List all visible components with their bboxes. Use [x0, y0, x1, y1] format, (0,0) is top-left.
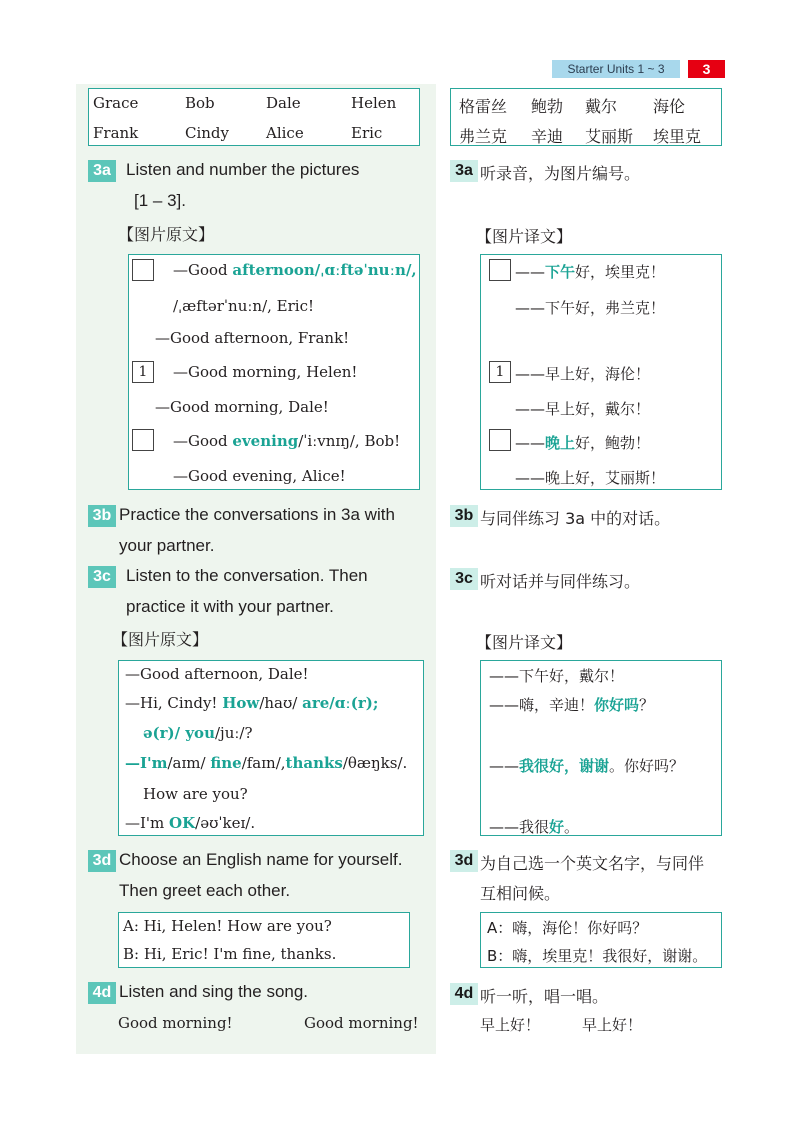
section-badge-3b: 3b	[88, 505, 116, 527]
instruction-3a-line1: Listen and number the pictures	[126, 160, 360, 179]
section-badge-3c: 3c	[88, 566, 116, 588]
instruction-3c-line2: practice it with your partner.	[126, 597, 334, 616]
chinese-names-box	[450, 88, 722, 146]
name: Bob	[185, 94, 215, 112]
instruction-3d-cn-line1: 为自己选一个英文名字，与同伴	[480, 854, 705, 873]
section-badge-3a: 3a	[88, 160, 116, 182]
name: Eric	[351, 124, 383, 142]
dialogue-line: ——下午好，埃里克！	[515, 263, 666, 281]
dialogue-line: How are you?	[143, 785, 248, 803]
english-names-box	[88, 88, 420, 146]
instruction-3b-line1: Practice the conversations in 3a with	[119, 505, 395, 524]
dialogue-line: /ˌæftərˈnuːn/, Eric!	[173, 297, 314, 315]
instruction-4d-cn: 听一听，唱一唱。	[480, 987, 609, 1006]
dialogue-box-3a-cn	[480, 254, 722, 490]
dialogue-line: B：嗨，埃里克！我很好，谢谢。	[487, 947, 708, 965]
label-picture-translation: 【图片译文】	[476, 227, 573, 246]
dialogue-line: ——嗨，辛迪！你好吗？	[489, 696, 655, 714]
label-picture-original: 【图片原文】	[112, 630, 209, 649]
unit-label: Starter Units 1 ~ 3	[552, 60, 680, 78]
dialogue-line: ——我很好，谢谢。你好吗？	[489, 757, 685, 775]
dialogue-box-3a-en	[128, 254, 420, 490]
song-line: Good morning!	[304, 1014, 419, 1032]
dialogue-line: —Good afternoon, Frank!	[155, 329, 350, 347]
name: 海伦	[653, 97, 686, 116]
instruction-3a-cn: 听录音，为图片编号。	[480, 164, 641, 183]
section-badge-3d: 3d	[88, 850, 116, 872]
name: Helen	[351, 94, 397, 112]
dialogue-line: ——下午好，戴尔！	[489, 667, 625, 685]
song-line: 早上好！	[582, 1016, 643, 1034]
instruction-3d-line1: Choose an English name for yourself.	[119, 850, 403, 869]
name: Frank	[93, 124, 139, 142]
answer-box-3[interactable]	[132, 429, 154, 451]
answer-box-1[interactable]	[132, 259, 154, 281]
section-badge-3c-cn: 3c	[450, 568, 478, 590]
greeting-box-cn	[480, 912, 722, 968]
dialogue-line: ——早上好，海伦！	[515, 365, 651, 383]
dialogue-line: —Good evening/ˈiːvnɪŋ/, Bob!	[173, 432, 401, 450]
greeting-box-en	[118, 912, 410, 968]
label-picture-translation: 【图片译文】	[476, 633, 573, 652]
section-badge-3b-cn: 3b	[450, 505, 478, 527]
dialogue-line: —Good afternoon, Dale!	[125, 665, 309, 683]
dialogue-box-3c-en	[118, 660, 424, 836]
name: Grace	[93, 94, 139, 112]
dialogue-line: ——下午好，弗兰克！	[515, 299, 666, 317]
dialogue-line: —I'm/aɪm/ fine/faɪn/,thanks/θæŋks/.	[125, 754, 408, 772]
dialogue-line: —Good evening, Alice!	[173, 467, 346, 485]
name: 辛迪	[531, 127, 564, 146]
instruction-4d: Listen and sing the song.	[119, 982, 309, 1001]
name: Alice	[266, 124, 304, 142]
instruction-3b-line2: your partner.	[119, 536, 215, 555]
dialogue-line: ——我很好。	[489, 818, 580, 836]
dialogue-line: —Good afternoon/ˌɑːftəˈnuːn/,	[173, 261, 417, 279]
dialogue-line: A：嗨，海伦！你好吗？	[487, 919, 648, 937]
answer-box-2-cn: 1	[489, 361, 511, 383]
song-line: Good morning!	[118, 1014, 233, 1032]
name: 艾丽斯	[585, 127, 634, 146]
instruction-3c-cn: 听对话并与同伴练习。	[480, 572, 641, 591]
instruction-3d-cn-line2: 互相问候。	[480, 884, 561, 903]
dialogue-box-3c-cn	[480, 660, 722, 836]
dialogue-line: —I'm OK/əʊˈkeɪ/.	[125, 814, 256, 832]
name: 埃里克	[653, 127, 702, 146]
dialogue-line: A: Hi, Helen! How are you?	[123, 917, 332, 935]
answer-box-1-cn[interactable]	[489, 259, 511, 281]
name: 格雷丝	[459, 97, 508, 116]
name: 弗兰克	[459, 127, 508, 146]
instruction-3b-cn: 与同伴练习 3a 中的对话。	[480, 509, 671, 528]
dialogue-line: —Hi, Cindy! How/haʊ/ are/ɑː(r);	[125, 694, 379, 712]
dialogue-line: ——早上好，戴尔！	[515, 400, 651, 418]
answer-box-2: 1	[132, 361, 154, 383]
section-badge-4d: 4d	[88, 982, 116, 1004]
name: Cindy	[185, 124, 230, 142]
dialogue-line: ——晚上好，艾丽斯！	[515, 469, 666, 487]
page-number: 3	[688, 60, 725, 78]
name: Dale	[266, 94, 301, 112]
section-badge-4d-cn: 4d	[450, 983, 478, 1005]
song-line: 早上好！	[480, 1016, 541, 1034]
answer-box-3-cn[interactable]	[489, 429, 511, 451]
dialogue-line: B: Hi, Eric! I'm fine, thanks.	[123, 945, 337, 963]
section-badge-3d-cn: 3d	[450, 850, 478, 872]
instruction-3d-line2: Then greet each other.	[119, 881, 291, 900]
name: 戴尔	[585, 97, 618, 116]
instruction-3c-line1: Listen to the conversation. Then	[126, 566, 368, 585]
label-picture-original: 【图片原文】	[118, 225, 215, 244]
dialogue-line: ——晚上好，鲍勃！	[515, 434, 651, 452]
name: 鲍勃	[531, 97, 564, 116]
section-badge-3a-cn: 3a	[450, 160, 478, 182]
instruction-3a-line2: [1 – 3].	[134, 191, 186, 210]
dialogue-line: —Good morning, Helen!	[173, 363, 358, 381]
dialogue-line: ə(r)/ you/juː/?	[143, 724, 253, 742]
dialogue-line: —Good morning, Dale!	[155, 398, 329, 416]
